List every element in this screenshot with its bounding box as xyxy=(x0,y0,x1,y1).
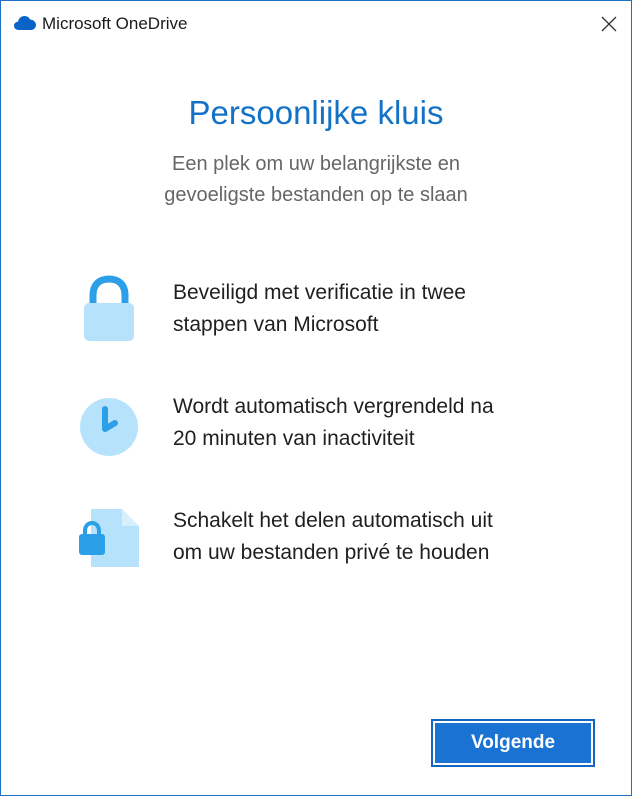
feature-sharing-disabled xyxy=(1,501,631,581)
feature-line: Beveiligd met verificatie in twee xyxy=(173,281,466,304)
feature-text xyxy=(173,277,466,341)
subtitle-line: Een plek om uw belangrijkste en xyxy=(172,153,460,175)
feature-auto-lock xyxy=(1,387,631,467)
next-button[interactable]: Volgende xyxy=(431,719,595,767)
padlock-icon xyxy=(77,275,141,347)
feature-text xyxy=(173,391,494,455)
page-title: Persoonlijke kluis xyxy=(188,94,444,131)
feature-line: Schakelt het delen automatisch uit xyxy=(173,509,493,532)
feature-two-step-verification xyxy=(1,273,631,353)
window-title: Microsoft OneDrive xyxy=(42,14,188,33)
page-subtitle xyxy=(1,149,631,211)
clock-icon xyxy=(77,391,141,463)
feature-line: stappen van Microsoft xyxy=(173,313,379,336)
feature-line: om uw bestanden privé te houden xyxy=(173,541,490,564)
close-icon xyxy=(601,16,617,32)
subtitle-line: gevoeligste bestanden op te slaan xyxy=(164,184,468,206)
feature-line: Wordt automatisch vergrendeld na xyxy=(173,395,494,418)
close-button[interactable] xyxy=(591,7,627,41)
feature-text xyxy=(173,505,493,569)
title-bar xyxy=(1,1,631,47)
locked-document-icon xyxy=(77,505,141,577)
feature-line: 20 minuten van inactiviteit xyxy=(173,427,415,450)
onedrive-cloud-icon xyxy=(14,15,36,31)
